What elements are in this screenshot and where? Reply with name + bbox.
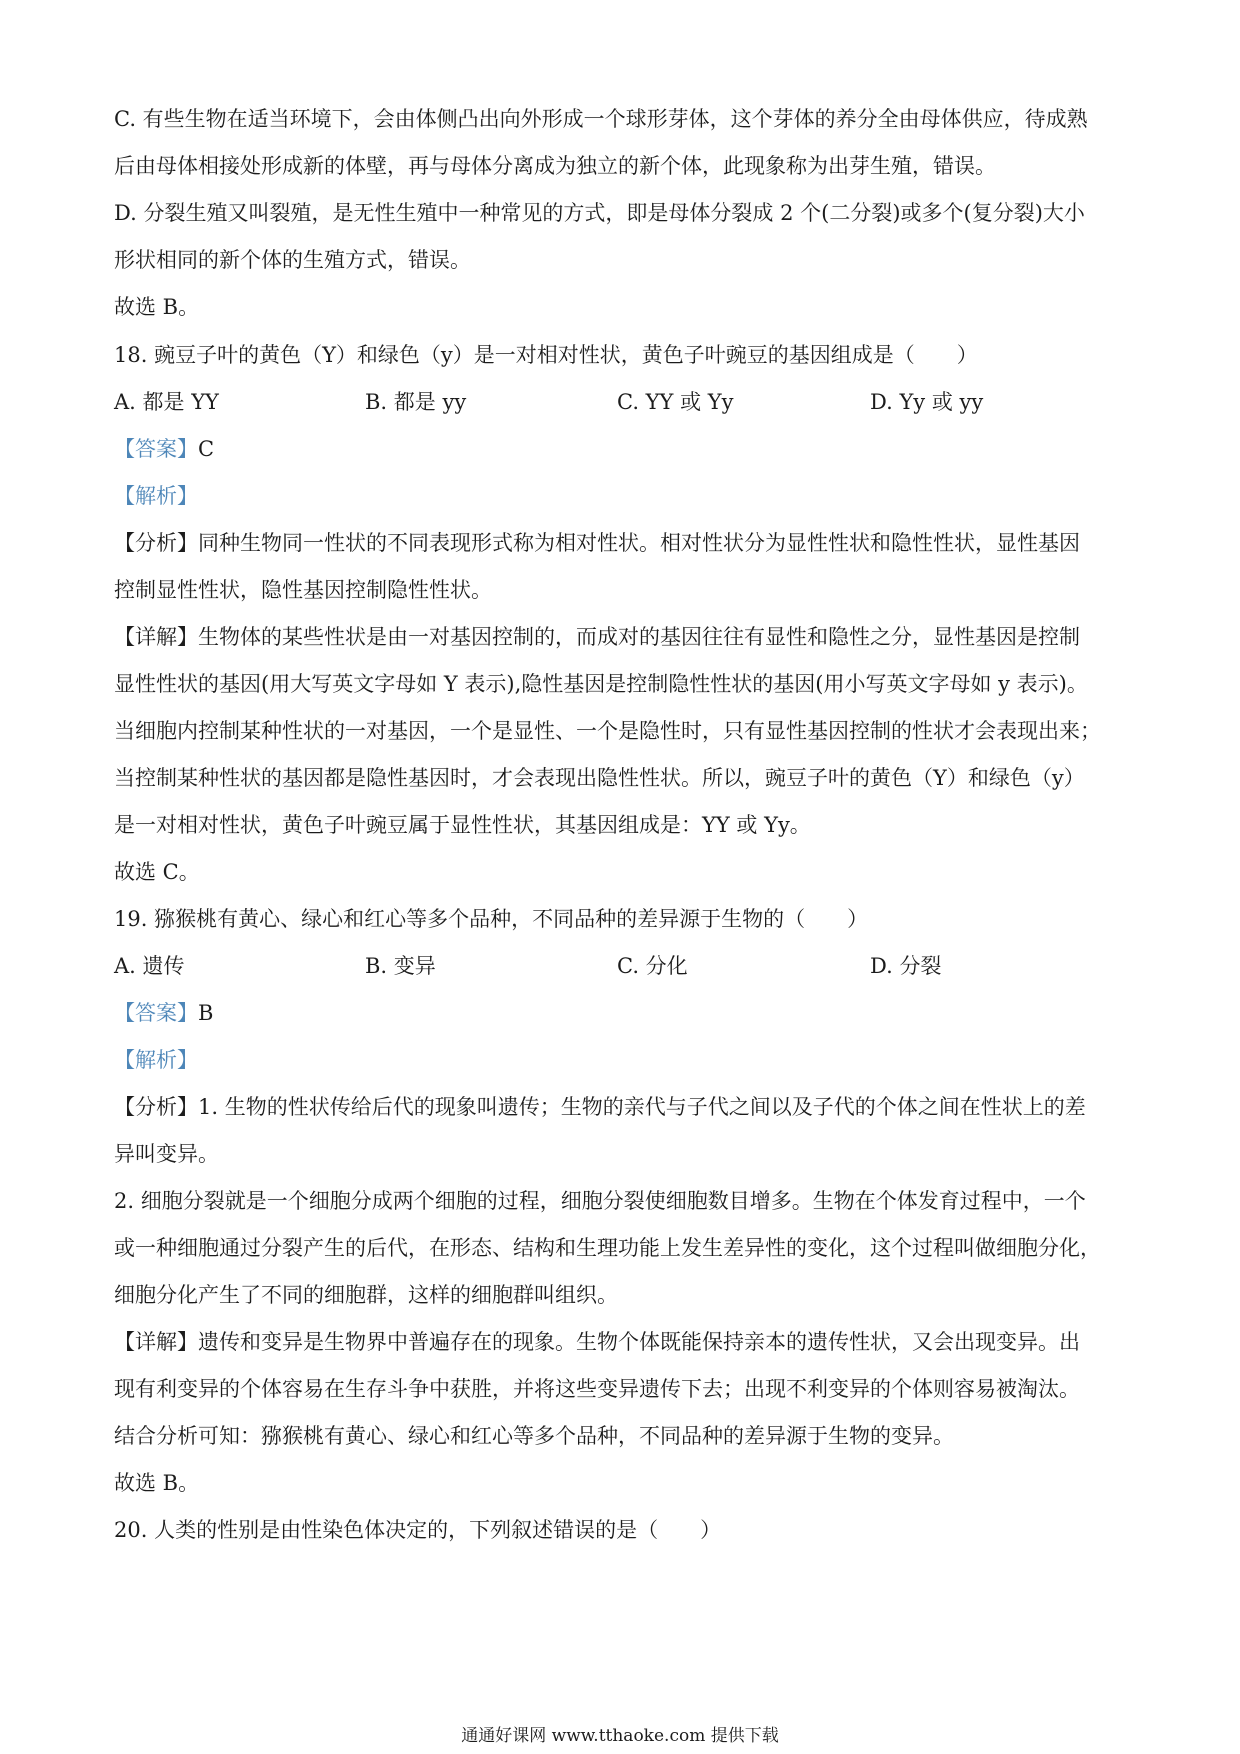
q19-option-c: C. 分化 — [617, 954, 688, 978]
answer-tag: 【答案】 — [114, 437, 198, 461]
q18-jiexi-tag: 【解析】 — [114, 484, 198, 508]
detail-text: 遗传和变异是生物界中普遍存在的现象。生物个体既能保持亲本的遗传性状，又会出现变异。出 — [198, 1330, 1080, 1354]
page-footer: 通通好课网 www.tthaoke.com 提供下载 — [461, 1726, 779, 1746]
q18-option-d: D. Yy 或 yy — [870, 390, 984, 414]
q18-detail-line-2: 显性性状的基因(用大写英文字母如 Y 表示),隐性基因是控制隐性性状的基因(用小写英文字母如 y 表示)。 — [114, 672, 1088, 696]
prev-choose: 故选 B。 — [114, 295, 200, 319]
q19-analysis-line-2: 异叫变异。 — [114, 1142, 219, 1166]
q19-analysis-line-1 — [114, 1092, 1086, 1122]
q19-analysis-line-3: 2. 细胞分裂就是一个细胞分成两个细胞的过程，细胞分裂使细胞数目增多。生物在个体发育过程中，一个 — [114, 1189, 1086, 1213]
q18-stem: 18. 豌豆子叶的黄色（Y）和绿色（y）是一对相对性状，黄色子叶豌豆的基因组成是（ ） — [114, 343, 978, 367]
q18-detail-line-3: 当细胞内控制某种性状的一对基因，一个是显性、一个是隐性时，只有显性基因控制的性状才会表现出来； — [114, 719, 1101, 743]
answer-value: B — [198, 1001, 214, 1025]
option-c-explanation-line-1: C. 有些生物在适当环境下，会由体侧凸出向外形成一个球形芽体，这个芽体的养分全由母体供应，待成熟 — [114, 107, 1088, 131]
option-d-explanation-line-2: 形状相同的新个体的生殖方式，错误。 — [114, 248, 471, 272]
q19-choose: 故选 B。 — [114, 1471, 200, 1495]
answer-value: C — [198, 437, 215, 461]
q19-option-a: A. 遗传 — [114, 954, 185, 978]
q19-option-b: B. 变异 — [365, 954, 436, 978]
q19-option-d: D. 分裂 — [870, 954, 942, 978]
q19-jiexi-tag: 【解析】 — [114, 1048, 198, 1072]
analysis-text: 同种生物同一性状的不同表现形式称为相对性状。相对性状分为显性性状和隐性性状，显性基因 — [198, 531, 1080, 555]
q19-detail-line-3: 结合分析可知：猕猴桃有黄心、绿心和红心等多个品种，不同品种的差异源于生物的变异。 — [114, 1424, 954, 1448]
q20-stem: 20. 人类的性别是由性染色体决定的，下列叙述错误的是（ ） — [114, 1518, 722, 1542]
q19-analysis-line-4: 或一种细胞通过分裂产生的后代，在形态、结构和生理功能上发生差异性的变化，这个过程叫做细胞分化， — [114, 1236, 1101, 1260]
q18-analysis-line-1 — [114, 528, 1080, 558]
q18-detail-line-5: 是一对相对性状，黄色子叶豌豆属于显性性状，其基因组成是：YY 或 Yy。 — [114, 813, 811, 837]
detail-text: 生物体的某些性状是由一对基因控制的，而成对的基因往往有显性和隐性之分，显性基因是控制 — [198, 625, 1080, 649]
q19-detail-line-1 — [114, 1327, 1080, 1357]
q18-analysis-line-2: 控制显性性状，隐性基因控制隐性性状。 — [114, 578, 492, 602]
detail-tag: 【详解】 — [114, 625, 198, 649]
option-d-explanation-line-1: D. 分裂生殖又叫裂殖，是无性生殖中一种常见的方式，即是母体分裂成 2 个(二分裂)或多个(复分裂)大小 — [114, 201, 1085, 225]
analysis-text: 1. 生物的性状传给后代的现象叫遗传；生物的亲代与子代之间以及子代的个体之间在性状上的差 — [198, 1095, 1086, 1119]
q19-detail-line-2: 现有利变异的个体容易在生存斗争中获胜，并将这些变异遗传下去；出现不利变异的个体则容易被淘汰。 — [114, 1377, 1080, 1401]
q18-detail-line-1 — [114, 622, 1080, 652]
q19-stem: 19. 猕猴桃有黄心、绿心和红心等多个品种，不同品种的差异源于生物的（ ） — [114, 907, 869, 931]
q18-detail-line-4: 当控制某种性状的基因都是隐性基因时，才会表现出隐性性状。所以，豌豆子叶的黄色（Y）和绿色（y） — [114, 766, 1085, 790]
q18-answer — [114, 434, 214, 464]
q19-analysis-line-5: 细胞分化产生了不同的细胞群，这样的细胞群叫组织。 — [114, 1283, 618, 1307]
analysis-tag: 【分析】 — [114, 1095, 198, 1119]
q18-choose: 故选 C。 — [114, 860, 200, 884]
q18-option-b: B. 都是 yy — [365, 390, 467, 414]
q19-answer — [114, 998, 213, 1028]
answer-tag: 【答案】 — [114, 1001, 198, 1025]
option-c-explanation-line-2: 后由母体相接处形成新的体壁，再与母体分离成为独立的新个体，此现象称为出芽生殖，错误。 — [114, 154, 996, 178]
detail-tag: 【详解】 — [114, 1330, 198, 1354]
analysis-tag: 【分析】 — [114, 531, 198, 555]
q18-option-a: A. 都是 YY — [114, 390, 219, 414]
q18-option-c: C. YY 或 Yy — [617, 390, 734, 414]
